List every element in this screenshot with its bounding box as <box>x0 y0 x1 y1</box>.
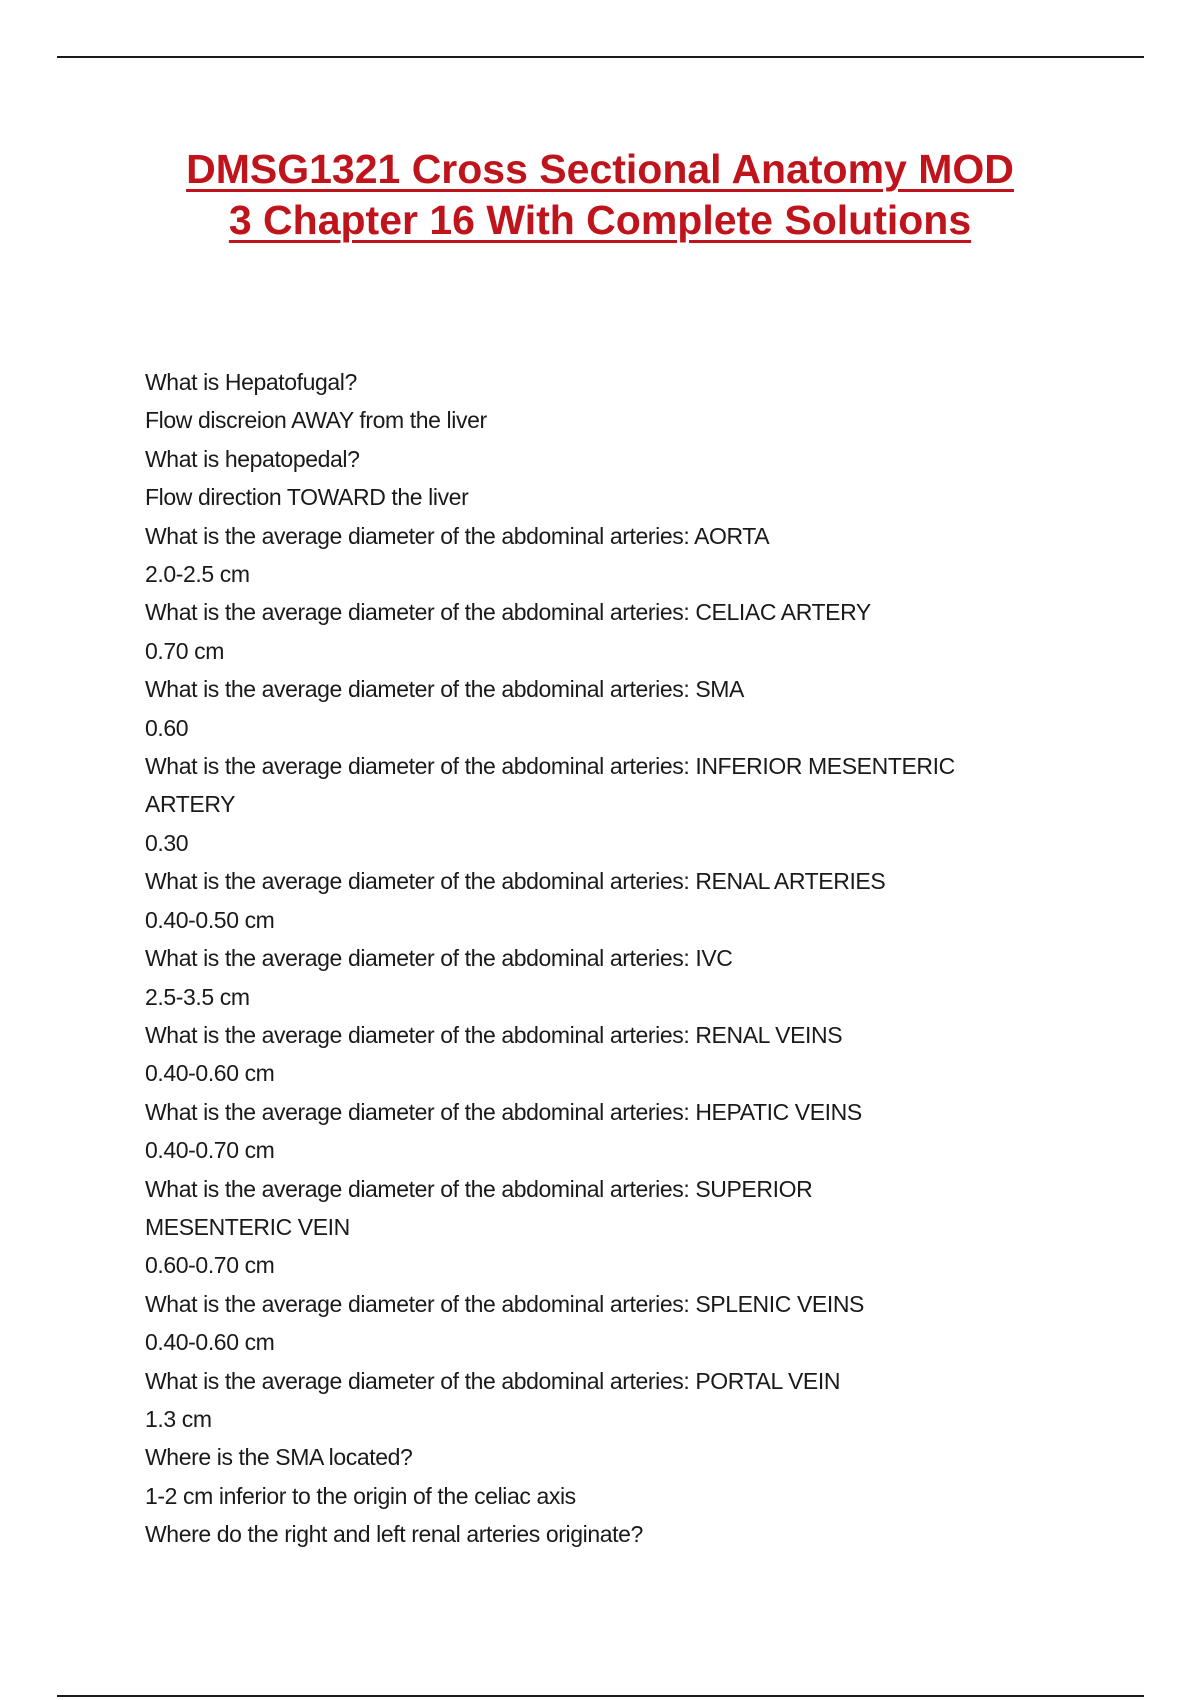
text-line: 0.40-0.60 cm <box>145 1329 275 1356</box>
title-line-2: 3 Chapter 16 With Complete Solutions <box>228 197 972 243</box>
text-line: MESENTERIC VEIN <box>145 1213 350 1240</box>
text-line: What is the average diameter of the abdominal arteries: HEPATIC VEINS <box>145 1098 862 1125</box>
text-line: What is the average diameter of the abdominal arteries: SUPERIOR <box>145 1175 813 1202</box>
text-line: 0.70 cm <box>145 637 225 664</box>
text-line: 0.30 <box>145 829 189 856</box>
text-line: What is the average diameter of the abdominal arteries: PORTAL VEIN <box>145 1367 841 1394</box>
top-divider <box>57 56 1144 58</box>
text-line: 1.3 cm <box>145 1405 212 1432</box>
text-line: Flow discreion AWAY from the liver <box>145 407 487 434</box>
text-line: Where is the SMA located? <box>145 1444 413 1471</box>
text-line: 2.5-3.5 cm <box>145 983 250 1010</box>
document-title <box>100 144 1100 246</box>
text-line: 0.40-0.70 cm <box>145 1137 275 1164</box>
text-line: What is the average diameter of the abdominal arteries: SPLENIC VEINS <box>145 1290 864 1317</box>
title-line-1: DMSG1321 Cross Sectional Anatomy MOD <box>186 146 1014 192</box>
text-line: What is the average diameter of the abdominal arteries: IVC <box>145 945 733 972</box>
text-line: ARTERY <box>145 791 236 818</box>
text-line: What is the average diameter of the abdominal arteries: RENAL ARTERIES <box>145 868 886 895</box>
text-line: 0.60 <box>145 714 189 741</box>
text-line: 1-2 cm inferior to the origin of the celiac axis <box>145 1482 576 1509</box>
qa-content <box>145 363 1095 1554</box>
bottom-divider <box>57 1695 1144 1697</box>
text-line: What is Hepatofugal? <box>145 369 357 395</box>
text-line: What is the average diameter of the abdominal arteries: RENAL VEINS <box>145 1021 843 1048</box>
text-line: 0.40-0.60 cm <box>145 1060 275 1087</box>
text-line: Flow direction TOWARD the liver <box>145 484 469 511</box>
text-line: What is the average diameter of the abdominal arteries: SMA <box>145 676 744 703</box>
text-line: 0.40-0.50 cm <box>145 906 275 933</box>
text-line: 2.0-2.5 cm <box>145 561 250 588</box>
text-line: What is the average diameter of the abdominal arteries: INFERIOR MESENTERIC <box>145 753 955 780</box>
text-line: What is hepatopedal? <box>145 445 360 472</box>
text-line: Where do the right and left renal arteries originate? <box>145 1521 643 1548</box>
text-line: What is the average diameter of the abdominal arteries: CELIAC ARTERY <box>145 599 871 626</box>
text-line: What is the average diameter of the abdominal arteries: AORTA <box>145 522 770 549</box>
text-line: 0.60-0.70 cm <box>145 1252 275 1279</box>
